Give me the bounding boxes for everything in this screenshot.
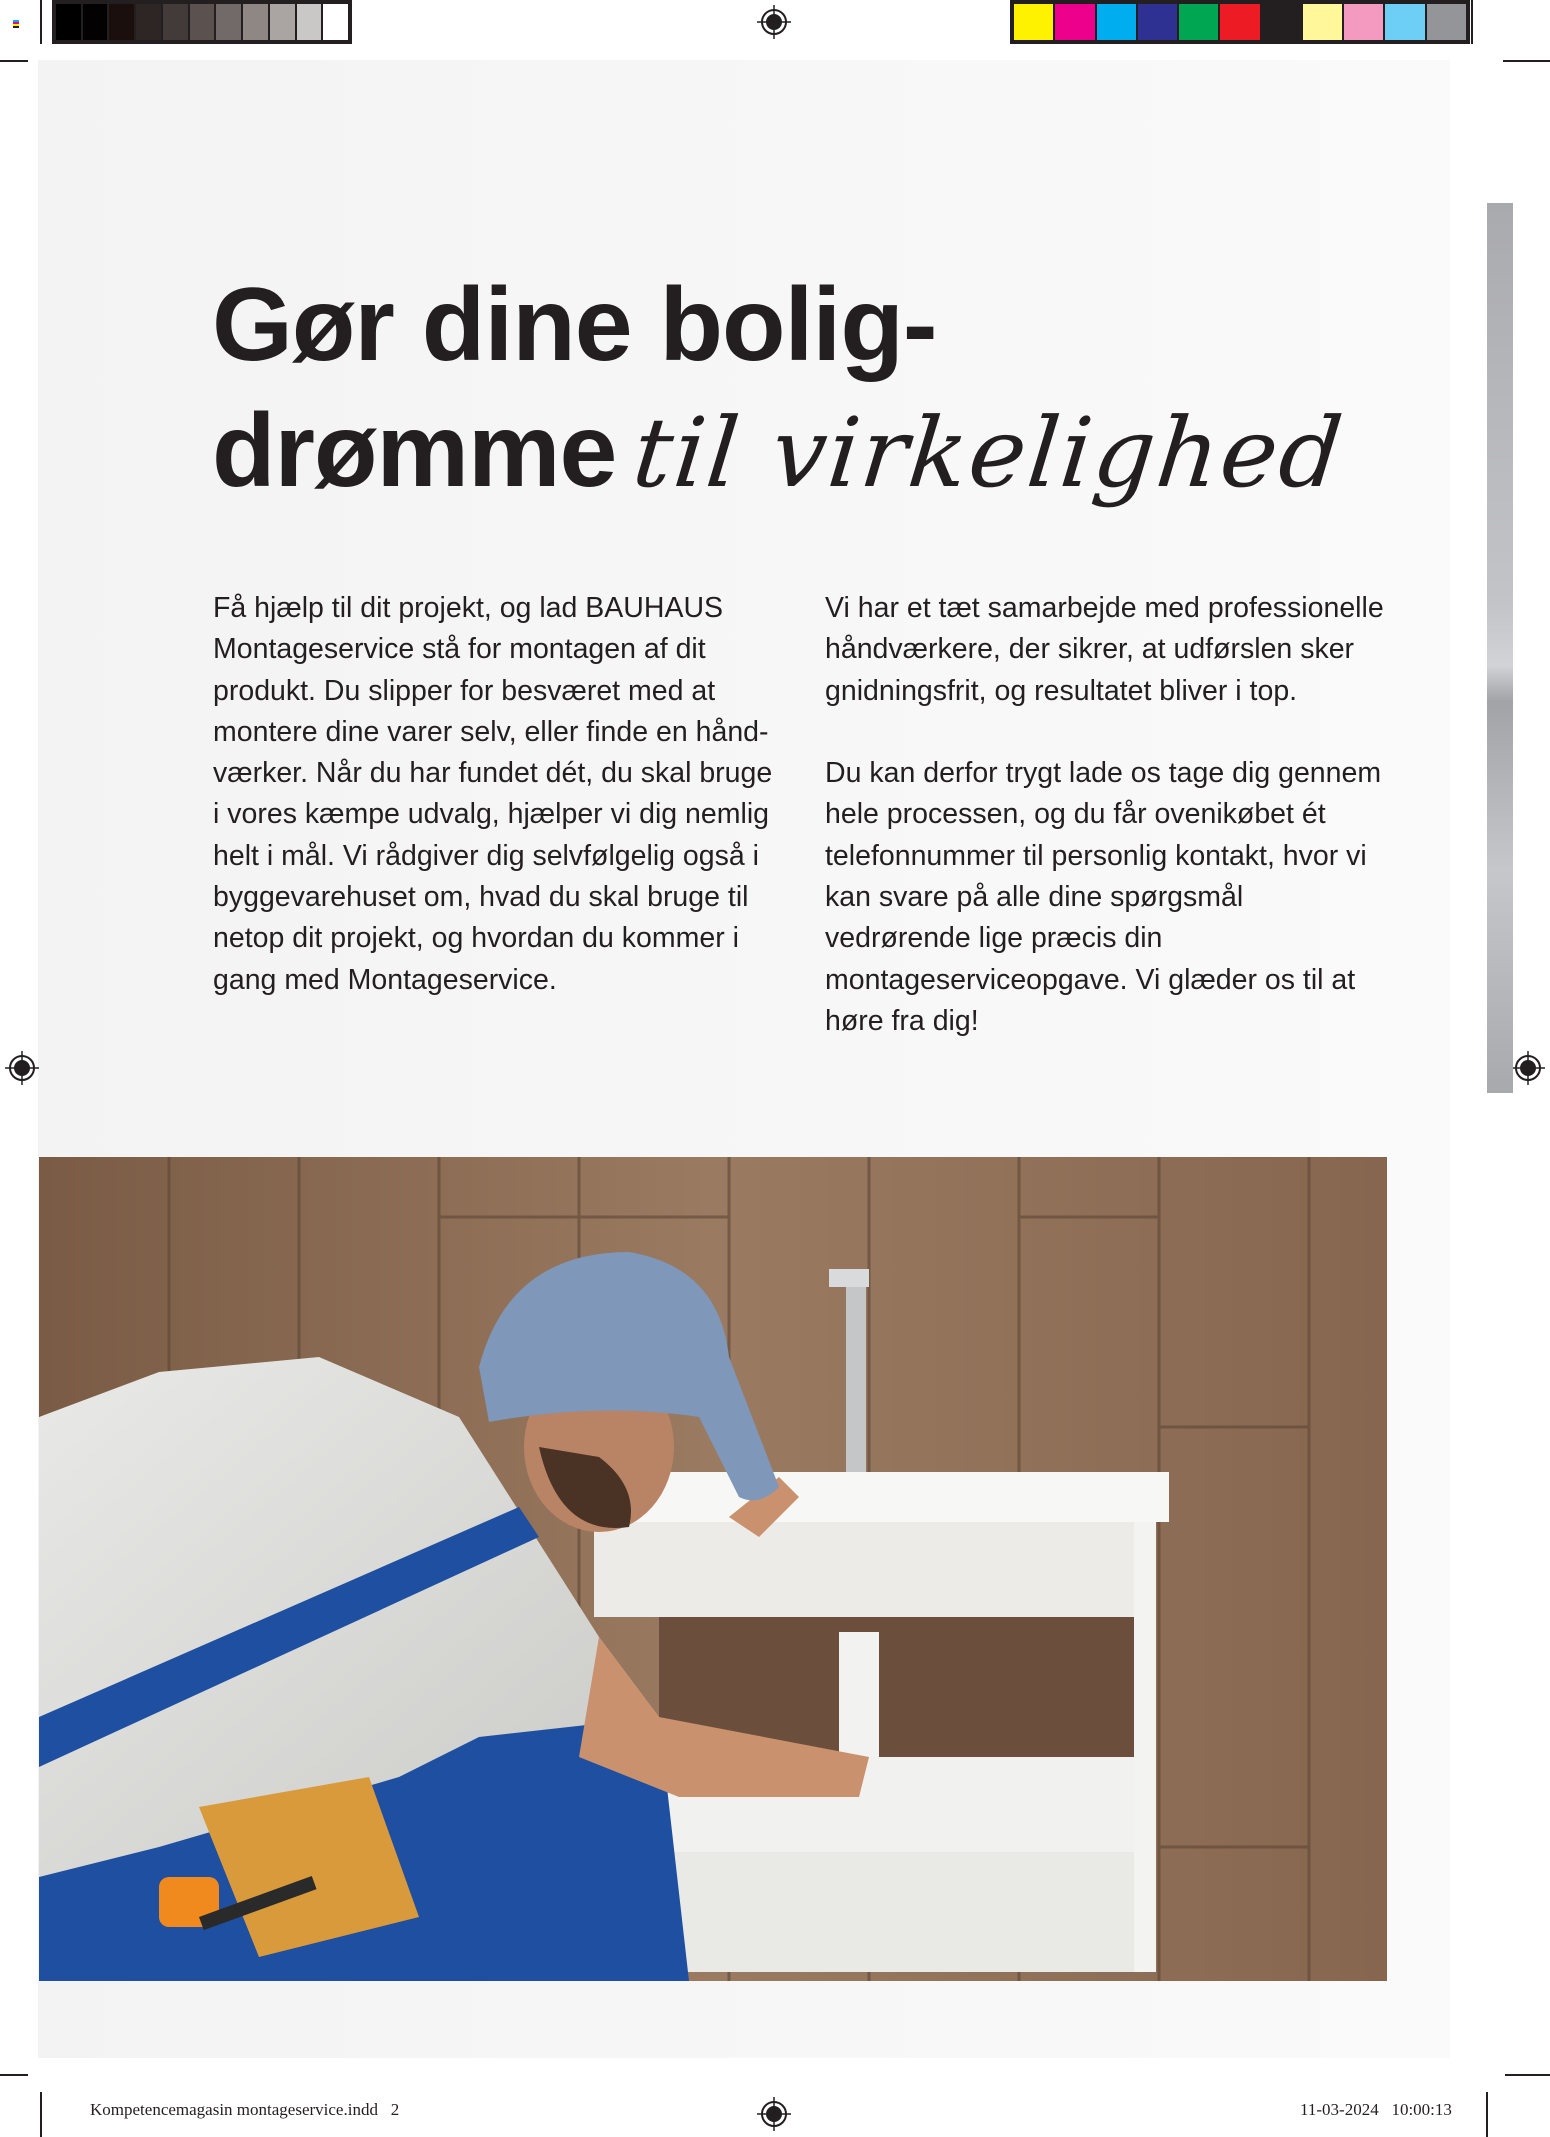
color-swatch bbox=[243, 4, 268, 40]
body-paragraph: Få hjælp til dit projekt, og lad BAUHAUS Montageservice stå for montagen af dit produkt. Du slipper for besværet med at montere dine varer selv, eller finde en hånd-værker. Når du har fundet dét, du skal bruge i vores kæmpe udvalg, hjælper vi dig nemlig helt i mål. Vi rådgiver dig selvfølgelig også i byggevarehuset om, hvad du skal bruge til netop dit projekt, og hvordan du kommer i gang med Montageservice. bbox=[213, 592, 773, 996]
color-swatch bbox=[136, 4, 161, 40]
registration-mark-icon bbox=[757, 5, 791, 39]
crop-mark-top-left-h bbox=[0, 60, 28, 62]
body-column-right bbox=[825, 588, 1395, 1042]
color-swatch bbox=[190, 4, 215, 40]
color-swatch bbox=[1055, 4, 1094, 40]
cmyk-marker-icon bbox=[13, 20, 19, 28]
grayscale-color-bar bbox=[52, 0, 352, 44]
headline-script-text: til virkelighed bbox=[628, 397, 1350, 509]
adjacent-page-bleed-strip bbox=[1487, 203, 1513, 1093]
crop-mark-top-right-h bbox=[1503, 60, 1550, 62]
page-headline bbox=[212, 262, 1350, 516]
registration-mark-icon bbox=[5, 1051, 39, 1085]
cmyk-color-bar bbox=[1010, 0, 1470, 44]
color-swatch bbox=[1344, 4, 1383, 40]
registration-mark-icon bbox=[1511, 1051, 1545, 1085]
crop-mark-bottom-right-h bbox=[1505, 2074, 1550, 2076]
color-swatch bbox=[1097, 4, 1136, 40]
color-swatch bbox=[1262, 4, 1301, 40]
color-swatch bbox=[109, 4, 134, 40]
color-swatch bbox=[1303, 4, 1342, 40]
color-swatch bbox=[1138, 4, 1177, 40]
color-swatch bbox=[1014, 4, 1053, 40]
crop-mark-bottom-left-v bbox=[40, 2092, 42, 2137]
color-swatch bbox=[1427, 4, 1466, 40]
headline-line-2-bold: drømme bbox=[212, 393, 617, 509]
crop-mark-bottom-left-h bbox=[0, 2074, 28, 2076]
headline-line-1: Gør dine bolig- bbox=[212, 267, 937, 383]
body-paragraph: Du kan derfor trygt lade os tage dig gennem hele processen, og du får ovenikøbet ét telefonnummer til personlig kontakt, hvor vi kan svare på alle dine spørgsmål vedrørende lige præcis din montageserviceopgave. Vi glæder os til at høre fra dig! bbox=[825, 757, 1382, 1037]
color-swatch bbox=[297, 4, 322, 40]
crop-mark-bottom-right-v bbox=[1486, 2092, 1488, 2137]
color-swatch bbox=[216, 4, 241, 40]
color-swatch bbox=[1220, 4, 1259, 40]
color-swatch bbox=[1179, 4, 1218, 40]
footer-timestamp: 11-03-2024 10:00:13 bbox=[1300, 2100, 1452, 2119]
crop-mark-top-right-v bbox=[1471, 0, 1473, 44]
color-swatch bbox=[56, 4, 81, 40]
body-column-left bbox=[213, 588, 783, 1001]
color-swatch bbox=[1385, 4, 1424, 40]
body-paragraph: Vi har et tæt samarbejde med professionelle håndværkere, der sikrer, at udførslen sker gnidningsfrit, og resultatet bliver i top. bbox=[825, 592, 1384, 707]
color-swatch bbox=[270, 4, 295, 40]
color-swatch bbox=[83, 4, 108, 40]
color-swatch bbox=[323, 4, 348, 40]
handyman-installing-vanity-photo bbox=[39, 1157, 1387, 1981]
registration-mark-icon bbox=[757, 2097, 791, 2131]
color-swatch bbox=[163, 4, 188, 40]
footer-file-slug: Kompetencemagasin montageservice.indd 2 bbox=[90, 2100, 400, 2119]
crop-mark-top-left-v bbox=[40, 0, 42, 44]
